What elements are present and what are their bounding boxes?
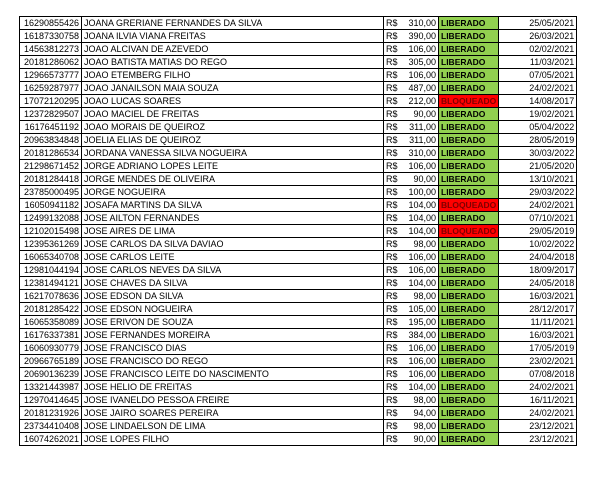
cell-currency: R$	[384, 108, 406, 121]
cell-amount: 106,00	[406, 160, 439, 173]
cell-amount: 106,00	[406, 251, 439, 264]
cell-amount: 487,00	[406, 82, 439, 95]
cell-currency: R$	[384, 251, 406, 264]
cell-id: 16060930779	[20, 342, 82, 355]
cell-date: 02/02/2021	[499, 43, 577, 56]
cell-name: JOANA ILVIA VIANA FREITAS	[82, 30, 384, 43]
cell-status: LIBERADO	[439, 303, 499, 316]
cell-name: JOAO ALCIVAN DE AZEVEDO	[82, 43, 384, 56]
cell-amount: 384,00	[406, 329, 439, 342]
cell-date: 25/05/2021	[499, 17, 577, 30]
cell-date: 24/02/2021	[499, 82, 577, 95]
cell-name: JOSAFA MARTINS DA SILVA	[82, 199, 384, 212]
cell-id: 20181285422	[20, 303, 82, 316]
cell-status: LIBERADO	[439, 212, 499, 225]
cell-name: JOAO JANAILSON MAIA SOUZA	[82, 82, 384, 95]
table-row	[20, 420, 577, 433]
cell-id: 23785000495	[20, 186, 82, 199]
cell-name: JOSE FERNANDES MOREIRA	[82, 329, 384, 342]
cell-name: JOSE FRANCISCO LEITE DO NASCIMENTO	[82, 368, 384, 381]
cell-status: LIBERADO	[439, 355, 499, 368]
cell-amount: 311,00	[406, 134, 439, 147]
cell-name: JOSE IVANELDO PESSOA FREIRE	[82, 394, 384, 407]
cell-amount: 100,00	[406, 186, 439, 199]
cell-name: JOSE CARLOS LEITE	[82, 251, 384, 264]
table-row	[20, 264, 577, 277]
cell-currency: R$	[384, 407, 406, 420]
cell-amount: 310,00	[406, 17, 439, 30]
cell-currency: R$	[384, 69, 406, 82]
cell-date: 21/05/2020	[499, 160, 577, 173]
cell-name: JOSE JAIRO SOARES PEREIRA	[82, 407, 384, 420]
cell-currency: R$	[384, 95, 406, 108]
cell-date: 07/10/2021	[499, 212, 577, 225]
cell-amount: 106,00	[406, 264, 439, 277]
table-row	[20, 277, 577, 290]
cell-status: LIBERADO	[439, 82, 499, 95]
cell-amount: 195,00	[406, 316, 439, 329]
cell-currency: R$	[384, 212, 406, 225]
cell-currency: R$	[384, 30, 406, 43]
cell-date: 24/05/2018	[499, 277, 577, 290]
cell-currency: R$	[384, 43, 406, 56]
cell-date: 11/11/2021	[499, 316, 577, 329]
cell-amount: 104,00	[406, 381, 439, 394]
cell-name: JOSE CARLOS NEVES DA SILVA	[82, 264, 384, 277]
cell-currency: R$	[384, 290, 406, 303]
cell-name: JOSE EDSON NOGUEIRA	[82, 303, 384, 316]
table-row	[20, 160, 577, 173]
cell-status: LIBERADO	[439, 134, 499, 147]
cell-currency: R$	[384, 199, 406, 212]
cell-date: 16/11/2021	[499, 394, 577, 407]
cell-id: 12966573777	[20, 69, 82, 82]
cell-amount: 90,00	[406, 433, 439, 446]
cell-id: 16217078636	[20, 290, 82, 303]
cell-id: 17072120295	[20, 95, 82, 108]
cell-amount: 90,00	[406, 173, 439, 186]
cell-date: 28/05/2019	[499, 134, 577, 147]
cell-status: LIBERADO	[439, 160, 499, 173]
table-row	[20, 407, 577, 420]
cell-id: 16176337381	[20, 329, 82, 342]
table-row	[20, 121, 577, 134]
cell-name: JORGE ADRIANO LOPES LEITE	[82, 160, 384, 173]
table-row	[20, 147, 577, 160]
cell-name: JOSE AIRES DE LIMA	[82, 225, 384, 238]
cell-amount: 98,00	[406, 394, 439, 407]
cell-status: LIBERADO	[439, 368, 499, 381]
cell-id: 14563812273	[20, 43, 82, 56]
cell-currency: R$	[384, 56, 406, 69]
table-row	[20, 43, 577, 56]
cell-date: 13/10/2021	[499, 173, 577, 186]
cell-status: LIBERADO	[439, 329, 499, 342]
cell-amount: 310,00	[406, 147, 439, 160]
table-row	[20, 95, 577, 108]
cell-date: 11/03/2021	[499, 56, 577, 69]
cell-id: 16187330758	[20, 30, 82, 43]
table-row	[20, 251, 577, 264]
payment-status-table	[19, 16, 577, 446]
cell-name: JOSE HELIO DE FREITAS	[82, 381, 384, 394]
table-row	[20, 17, 577, 30]
cell-id: 16290855426	[20, 17, 82, 30]
cell-id: 16259287977	[20, 82, 82, 95]
cell-date: 07/05/2021	[499, 69, 577, 82]
cell-status: LIBERADO	[439, 238, 499, 251]
cell-status: LIBERADO	[439, 43, 499, 56]
cell-amount: 94,00	[406, 407, 439, 420]
table-row	[20, 290, 577, 303]
cell-id: 20181284418	[20, 173, 82, 186]
cell-id: 20181231926	[20, 407, 82, 420]
cell-status: LIBERADO	[439, 121, 499, 134]
cell-currency: R$	[384, 394, 406, 407]
table-row	[20, 394, 577, 407]
table-row	[20, 316, 577, 329]
cell-status: BLOQUEADO	[439, 199, 499, 212]
cell-id: 12499132088	[20, 212, 82, 225]
cell-date: 14/08/2017	[499, 95, 577, 108]
cell-currency: R$	[384, 329, 406, 342]
cell-date: 28/12/2017	[499, 303, 577, 316]
cell-status: LIBERADO	[439, 420, 499, 433]
table-row	[20, 186, 577, 199]
cell-date: 29/05/2019	[499, 225, 577, 238]
cell-date: 24/02/2021	[499, 381, 577, 394]
cell-amount: 106,00	[406, 368, 439, 381]
cell-id: 13321443987	[20, 381, 82, 394]
table-row	[20, 329, 577, 342]
cell-id: 20963834848	[20, 134, 82, 147]
cell-date: 24/02/2021	[499, 199, 577, 212]
cell-status: LIBERADO	[439, 56, 499, 69]
cell-date: 26/03/2021	[499, 30, 577, 43]
cell-amount: 106,00	[406, 69, 439, 82]
cell-currency: R$	[384, 316, 406, 329]
cell-currency: R$	[384, 147, 406, 160]
table-row	[20, 69, 577, 82]
cell-amount: 106,00	[406, 43, 439, 56]
cell-status: LIBERADO	[439, 251, 499, 264]
table-row	[20, 355, 577, 368]
cell-status: LIBERADO	[439, 264, 499, 277]
cell-amount: 311,00	[406, 121, 439, 134]
cell-currency: R$	[384, 82, 406, 95]
cell-name: JOAO MACIEL DE FREITAS	[82, 108, 384, 121]
cell-id: 16176451192	[20, 121, 82, 134]
cell-status: LIBERADO	[439, 30, 499, 43]
cell-name: JOSE FRANCISCO DIAS	[82, 342, 384, 355]
cell-status: LIBERADO	[439, 147, 499, 160]
table-row	[20, 173, 577, 186]
cell-id: 20690136239	[20, 368, 82, 381]
cell-status: BLOQUEADO	[439, 225, 499, 238]
cell-currency: R$	[384, 420, 406, 433]
cell-status: LIBERADO	[439, 290, 499, 303]
cell-id: 12102015498	[20, 225, 82, 238]
table-row	[20, 303, 577, 316]
cell-status: LIBERADO	[439, 173, 499, 186]
table-row	[20, 433, 577, 446]
cell-date: 17/05/2019	[499, 342, 577, 355]
cell-amount: 98,00	[406, 290, 439, 303]
table-row	[20, 238, 577, 251]
cell-name: JOAO BATISTA MATIAS DO REGO	[82, 56, 384, 69]
cell-status: LIBERADO	[439, 381, 499, 394]
cell-date: 24/04/2018	[499, 251, 577, 264]
table-row	[20, 108, 577, 121]
table-row	[20, 368, 577, 381]
cell-status: LIBERADO	[439, 69, 499, 82]
cell-currency: R$	[384, 160, 406, 173]
cell-id: 20181286062	[20, 56, 82, 69]
table-row	[20, 134, 577, 147]
cell-currency: R$	[384, 303, 406, 316]
cell-name: JORGE NOGUEIRA	[82, 186, 384, 199]
table-row	[20, 342, 577, 355]
cell-date: 07/08/2018	[499, 368, 577, 381]
cell-currency: R$	[384, 433, 406, 446]
cell-amount: 212,00	[406, 95, 439, 108]
cell-amount: 98,00	[406, 238, 439, 251]
cell-status: BLOQUEADO	[439, 95, 499, 108]
cell-id: 23734410408	[20, 420, 82, 433]
cell-name: JOAO ETEMBERG FILHO	[82, 69, 384, 82]
cell-status: LIBERADO	[439, 17, 499, 30]
cell-currency: R$	[384, 277, 406, 290]
table-row	[20, 199, 577, 212]
cell-amount: 106,00	[406, 355, 439, 368]
cell-amount: 98,00	[406, 420, 439, 433]
cell-currency: R$	[384, 121, 406, 134]
cell-date: 16/03/2021	[499, 290, 577, 303]
cell-id: 20181286534	[20, 147, 82, 160]
cell-name: JORDANA VANESSA SILVA NOGUEIRA	[82, 147, 384, 160]
table-row	[20, 212, 577, 225]
cell-name: JOSE CHAVES DA SILVA	[82, 277, 384, 290]
cell-status: LIBERADO	[439, 316, 499, 329]
table-row	[20, 381, 577, 394]
cell-currency: R$	[384, 355, 406, 368]
cell-status: LIBERADO	[439, 108, 499, 121]
cell-status: LIBERADO	[439, 342, 499, 355]
cell-date: 16/03/2021	[499, 329, 577, 342]
cell-id: 16065358089	[20, 316, 82, 329]
cell-name: JOSE LOPES FILHO	[82, 433, 384, 446]
cell-date: 19/02/2021	[499, 108, 577, 121]
cell-name: JOAO LUCAS SOARES	[82, 95, 384, 108]
cell-currency: R$	[384, 173, 406, 186]
cell-date: 18/09/2017	[499, 264, 577, 277]
cell-id: 16074262021	[20, 433, 82, 446]
cell-id: 20966765189	[20, 355, 82, 368]
cell-status: LIBERADO	[439, 394, 499, 407]
cell-amount: 104,00	[406, 277, 439, 290]
table-row	[20, 56, 577, 69]
cell-id: 12395361269	[20, 238, 82, 251]
cell-name: JOSE ERIVON DE SOUZA	[82, 316, 384, 329]
cell-currency: R$	[384, 17, 406, 30]
cell-status: LIBERADO	[439, 433, 499, 446]
cell-amount: 90,00	[406, 108, 439, 121]
cell-status: LIBERADO	[439, 407, 499, 420]
cell-name: JOANA GRERIANE FERNANDES DA SILVA	[82, 17, 384, 30]
cell-status: LIBERADO	[439, 277, 499, 290]
cell-currency: R$	[384, 381, 406, 394]
cell-id: 16065340708	[20, 251, 82, 264]
cell-amount: 305,00	[406, 56, 439, 69]
cell-amount: 105,00	[406, 303, 439, 316]
cell-name: JOSE EDSON DA SILVA	[82, 290, 384, 303]
cell-date: 24/02/2021	[499, 407, 577, 420]
cell-name: JORGE MENDES DE OLIVEIRA	[82, 173, 384, 186]
table-row	[20, 82, 577, 95]
cell-id: 21298671452	[20, 160, 82, 173]
cell-currency: R$	[384, 238, 406, 251]
cell-amount: 104,00	[406, 225, 439, 238]
table-body	[20, 17, 577, 446]
cell-name: JOSE LINDAELSON DE LIMA	[82, 420, 384, 433]
cell-date: 05/04/2022	[499, 121, 577, 134]
cell-currency: R$	[384, 225, 406, 238]
cell-amount: 106,00	[406, 342, 439, 355]
cell-date: 10/02/2022	[499, 238, 577, 251]
cell-date: 23/12/2021	[499, 433, 577, 446]
cell-id: 12381494121	[20, 277, 82, 290]
cell-id: 12372829507	[20, 108, 82, 121]
cell-name: JOAO MORAIS DE QUEIROZ	[82, 121, 384, 134]
cell-id: 12981044194	[20, 264, 82, 277]
cell-currency: R$	[384, 264, 406, 277]
cell-name: JOELIA ELIAS DE QUEIROZ	[82, 134, 384, 147]
cell-name: JOSE CARLOS DA SILVA DAVIAO	[82, 238, 384, 251]
cell-currency: R$	[384, 186, 406, 199]
cell-currency: R$	[384, 342, 406, 355]
table-row	[20, 30, 577, 43]
cell-currency: R$	[384, 134, 406, 147]
cell-name: JOSE FRANCISCO DO REGO	[82, 355, 384, 368]
cell-amount: 390,00	[406, 30, 439, 43]
cell-date: 29/03/2022	[499, 186, 577, 199]
cell-status: LIBERADO	[439, 186, 499, 199]
cell-date: 23/02/2021	[499, 355, 577, 368]
cell-date: 30/03/2022	[499, 147, 577, 160]
cell-date: 23/12/2021	[499, 420, 577, 433]
cell-currency: R$	[384, 368, 406, 381]
cell-amount: 104,00	[406, 199, 439, 212]
cell-id: 16050941182	[20, 199, 82, 212]
cell-amount: 104,00	[406, 212, 439, 225]
cell-id: 12970414645	[20, 394, 82, 407]
cell-name: JOSE AILTON FERNANDES	[82, 212, 384, 225]
table-row	[20, 225, 577, 238]
